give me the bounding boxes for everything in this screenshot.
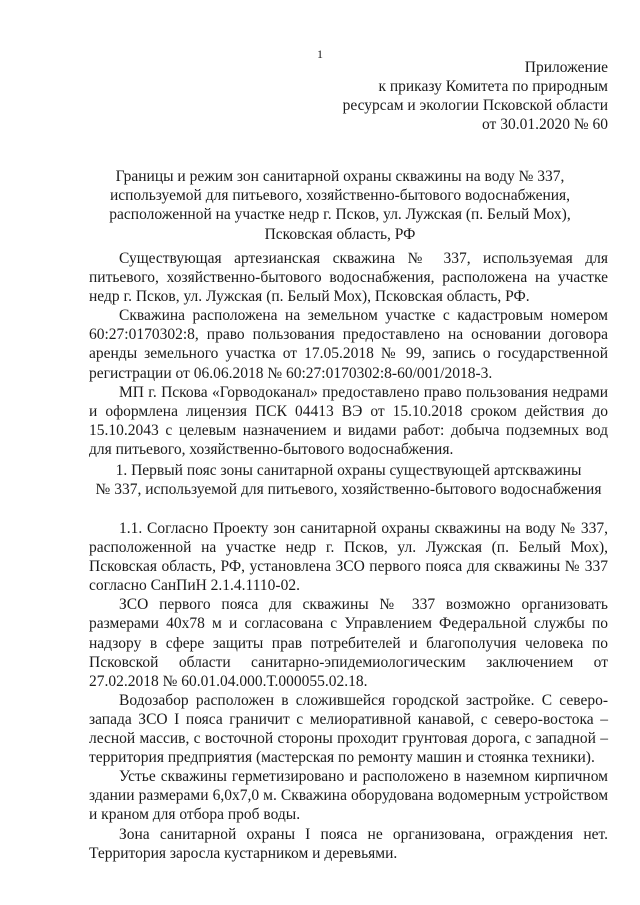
paragraph: 1.1. Согласно Проекту зон санитарной охраны скважины на воду № 337, расположенной на участке недр г. Псков, ул. Лужская (п. Белый Мох), Псковская область, РФ, установлена ЗСО первого пояса для скважины № 337 согласно СанПиН 2.1.4.1110-02. bbox=[89, 520, 608, 595]
title-line: Псковская область, РФ bbox=[264, 225, 416, 243]
annex-date-number: от 30.01.2020 № 60 bbox=[482, 116, 608, 133]
annex-order-ref: к приказу Комитета по природным bbox=[378, 78, 608, 95]
annex-block bbox=[308, 58, 608, 134]
section-heading-line: № 337, используемой для питьевого, хозяйственно-бытового водоснабжения bbox=[95, 481, 602, 499]
paragraph: Скважина расположена на земельном участке с кадастровым номером 60:27:0170302:8, право пользования предоставлено на основании договора аренды земельного участка от 17.05.2018 № 99, запись о государственной регистрации от 06.06.2018 № 60:27:0170302:8-60/001/2018-3. bbox=[89, 307, 608, 382]
paragraph: Водозабор расположен в сложившейся городской застройке. С северо-запада ЗСО I пояса граничит с мелиоративной канавой, с северо-востока – лесной массив, с восточной стороны проходит грунтовая дорога, с западной – территория предприятия (мастерская по ремонту машин и стоянка техники). bbox=[89, 691, 608, 767]
section-heading bbox=[89, 461, 608, 499]
paragraph: МП г. Пскова «Горводоканал» предоставлено право пользования недрами и оформлена лицензия ПСК 04413 ВЭ от 15.10.2018 сроком действия до 15.10.2043 с целевым назначением и видами работ: добыча подземных вод для питьевого, хозяйственно-бытового водоснабжения. bbox=[89, 383, 608, 458]
annex-committee: ресурсам и экологии Псковской области bbox=[342, 97, 608, 114]
title-line: Границы и режим зон санитарной охраны скважины на воду № 337, bbox=[115, 168, 565, 185]
title-line: расположенной на участке недр г. Псков, ул. Лужская (п. Белый Мох), bbox=[109, 206, 571, 224]
page-number: 1 bbox=[317, 47, 323, 61]
intro-section bbox=[89, 249, 608, 459]
paragraph: ЗСО первого пояса для скважины № 337 возможно организовать размерами 40х78 м и согласована с Управлением Федеральной службы по надзору в сфере защиты прав потребителей и благополучия человека по Псковской области санитарно-эпидемиологическим заключением от 27.02.2018 № 60.01.04.000.Т.000055.02.18. bbox=[89, 596, 608, 690]
paragraph: Существующая артезианская скважина № 337, используемая для питьевого, хозяйственно-бытового водоснабжения, расположена на участке недр г. Псков, ул. Лужская (п. Белый Мох), Псковская область, РФ. bbox=[89, 250, 608, 306]
document-title bbox=[90, 167, 590, 244]
paragraph: Устье скважины герметизировано и расположено в наземном кирпичном здании размерами 6,0х7,0 м. Скважина оборудована водомерным устройством и краном для отбора проб воды. bbox=[89, 768, 608, 824]
paragraph: Зона санитарной охраны I пояса не организована, ограждения нет. Территория заросла кустарником и деревьями. bbox=[89, 825, 608, 862]
title-line: используемой для питьевого, хозяйственно-бытового водоснабжения, bbox=[109, 187, 571, 205]
section-heading-line: 1. Первый пояс зоны санитарной охраны существующей артскважины bbox=[115, 462, 582, 479]
section1-body bbox=[89, 519, 608, 863]
annex-label: Приложение bbox=[524, 59, 608, 76]
